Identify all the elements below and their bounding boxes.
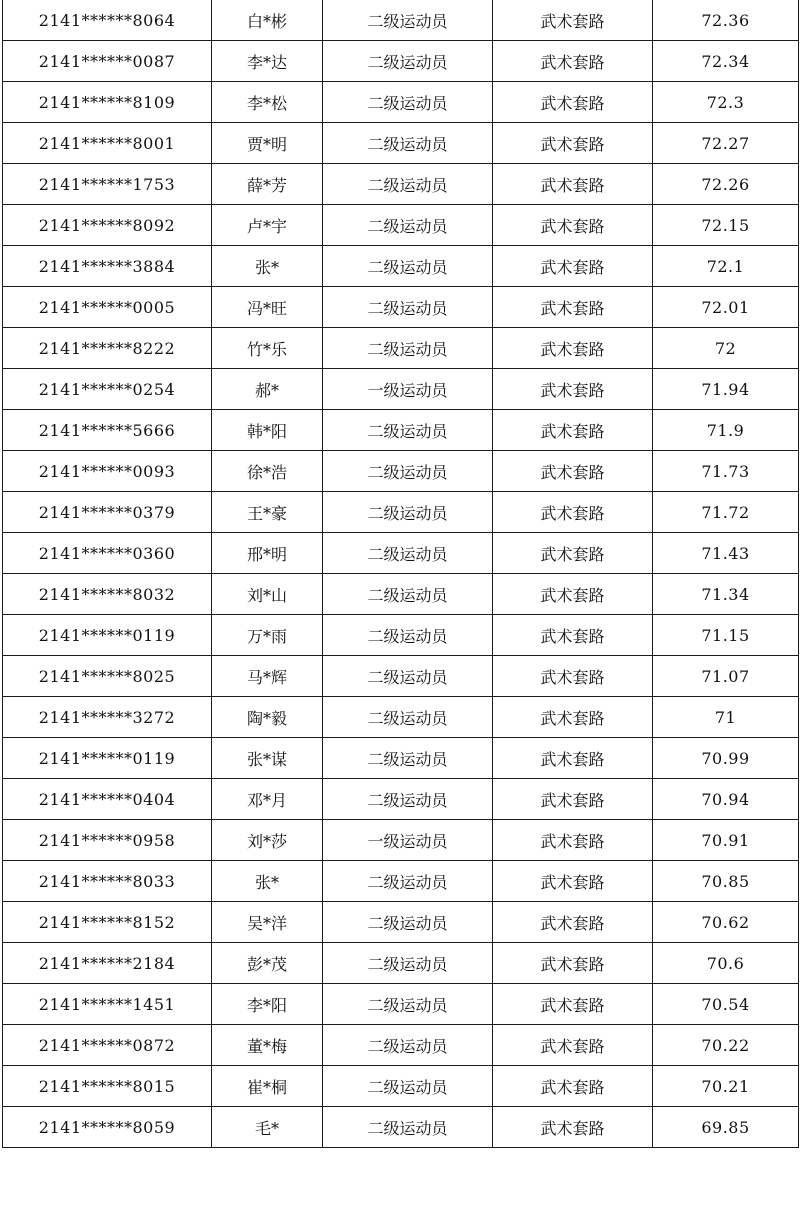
table-row — [3, 779, 799, 820]
athlete-level-cell: 二级运动员 — [323, 779, 493, 820]
table-row — [3, 82, 799, 123]
candidate-name-cell: 彭*茂 — [212, 943, 323, 984]
score-cell: 70.21 — [653, 1066, 799, 1107]
candidate-name-cell: 白*彬 — [212, 0, 323, 41]
score-cell: 72.36 — [653, 0, 799, 41]
candidate-id-cell: 2141******8109 — [3, 82, 212, 123]
table-row — [3, 205, 799, 246]
athlete-level-cell: 二级运动员 — [323, 533, 493, 574]
event-cell: 武术套路 — [493, 697, 653, 738]
score-cell: 70.85 — [653, 861, 799, 902]
table-row — [3, 123, 799, 164]
candidate-name-cell: 张*谋 — [212, 738, 323, 779]
score-cell: 70.54 — [653, 984, 799, 1025]
table-row — [3, 164, 799, 205]
candidate-id-cell: 2141******8033 — [3, 861, 212, 902]
athlete-level-cell: 二级运动员 — [323, 656, 493, 697]
score-cell: 72 — [653, 328, 799, 369]
candidate-id-cell: 2141******1451 — [3, 984, 212, 1025]
table-row — [3, 943, 799, 984]
score-cell: 71.15 — [653, 615, 799, 656]
table-row — [3, 697, 799, 738]
candidate-id-cell: 2141******0360 — [3, 533, 212, 574]
event-cell: 武术套路 — [493, 1107, 653, 1148]
table-row — [3, 1025, 799, 1066]
candidate-id-cell: 2141******8064 — [3, 0, 212, 41]
athlete-level-cell: 二级运动员 — [323, 1107, 493, 1148]
candidate-id-cell: 2141******8152 — [3, 902, 212, 943]
results-table-body — [3, 0, 799, 1148]
candidate-name-cell: 徐*浩 — [212, 451, 323, 492]
table-row — [3, 369, 799, 410]
candidate-name-cell: 刘*山 — [212, 574, 323, 615]
candidate-name-cell: 卢*宇 — [212, 205, 323, 246]
candidate-name-cell: 万*雨 — [212, 615, 323, 656]
score-cell: 71.07 — [653, 656, 799, 697]
candidate-name-cell: 邢*明 — [212, 533, 323, 574]
athlete-level-cell: 二级运动员 — [323, 1066, 493, 1107]
event-cell: 武术套路 — [493, 861, 653, 902]
candidate-id-cell: 2141******0958 — [3, 820, 212, 861]
table-row — [3, 574, 799, 615]
candidate-name-cell: 李*达 — [212, 41, 323, 82]
results-table — [2, 0, 799, 1148]
score-cell: 70.62 — [653, 902, 799, 943]
candidate-name-cell: 张* — [212, 861, 323, 902]
athlete-level-cell: 二级运动员 — [323, 451, 493, 492]
candidate-name-cell: 郝* — [212, 369, 323, 410]
athlete-level-cell: 二级运动员 — [323, 287, 493, 328]
table-row — [3, 533, 799, 574]
athlete-level-cell: 一级运动员 — [323, 820, 493, 861]
event-cell: 武术套路 — [493, 574, 653, 615]
candidate-id-cell: 2141******0404 — [3, 779, 212, 820]
candidate-name-cell: 马*辉 — [212, 656, 323, 697]
athlete-level-cell: 二级运动员 — [323, 1025, 493, 1066]
event-cell: 武术套路 — [493, 779, 653, 820]
candidate-name-cell: 邓*月 — [212, 779, 323, 820]
event-cell: 武术套路 — [493, 0, 653, 41]
table-row — [3, 1066, 799, 1107]
athlete-level-cell: 二级运动员 — [323, 0, 493, 41]
athlete-level-cell: 二级运动员 — [323, 410, 493, 451]
score-cell: 71.72 — [653, 492, 799, 533]
candidate-name-cell: 王*豪 — [212, 492, 323, 533]
athlete-level-cell: 二级运动员 — [323, 574, 493, 615]
table-row — [3, 738, 799, 779]
table-row — [3, 492, 799, 533]
athlete-level-cell: 二级运动员 — [323, 246, 493, 287]
event-cell: 武术套路 — [493, 82, 653, 123]
athlete-level-cell: 二级运动员 — [323, 492, 493, 533]
candidate-id-cell: 2141******0093 — [3, 451, 212, 492]
score-cell: 72.34 — [653, 41, 799, 82]
candidate-name-cell: 陶*毅 — [212, 697, 323, 738]
candidate-id-cell: 2141******8001 — [3, 123, 212, 164]
score-cell: 72.01 — [653, 287, 799, 328]
event-cell: 武术套路 — [493, 123, 653, 164]
event-cell: 武术套路 — [493, 1025, 653, 1066]
score-cell: 70.6 — [653, 943, 799, 984]
candidate-name-cell: 冯*旺 — [212, 287, 323, 328]
event-cell: 武术套路 — [493, 738, 653, 779]
score-cell: 72.15 — [653, 205, 799, 246]
table-row — [3, 246, 799, 287]
event-cell: 武术套路 — [493, 246, 653, 287]
candidate-id-cell: 2141******8222 — [3, 328, 212, 369]
event-cell: 武术套路 — [493, 615, 653, 656]
candidate-name-cell: 张* — [212, 246, 323, 287]
score-cell: 72.1 — [653, 246, 799, 287]
event-cell: 武术套路 — [493, 205, 653, 246]
event-cell: 武术套路 — [493, 492, 653, 533]
table-row — [3, 410, 799, 451]
athlete-level-cell: 二级运动员 — [323, 943, 493, 984]
table-row — [3, 451, 799, 492]
event-cell: 武术套路 — [493, 451, 653, 492]
candidate-id-cell: 2141******0379 — [3, 492, 212, 533]
event-cell: 武术套路 — [493, 533, 653, 574]
event-cell: 武术套路 — [493, 328, 653, 369]
candidate-id-cell: 2141******3884 — [3, 246, 212, 287]
table-row — [3, 0, 799, 41]
score-cell: 70.91 — [653, 820, 799, 861]
table-row — [3, 41, 799, 82]
event-cell: 武术套路 — [493, 287, 653, 328]
score-cell: 71 — [653, 697, 799, 738]
athlete-level-cell: 二级运动员 — [323, 82, 493, 123]
candidate-name-cell: 刘*莎 — [212, 820, 323, 861]
table-row — [3, 1107, 799, 1148]
score-cell: 71.43 — [653, 533, 799, 574]
candidate-id-cell: 2141******0087 — [3, 41, 212, 82]
score-cell: 71.73 — [653, 451, 799, 492]
table-row — [3, 287, 799, 328]
event-cell: 武术套路 — [493, 369, 653, 410]
athlete-level-cell: 二级运动员 — [323, 697, 493, 738]
athlete-level-cell: 二级运动员 — [323, 41, 493, 82]
score-cell: 71.34 — [653, 574, 799, 615]
athlete-level-cell: 二级运动员 — [323, 164, 493, 205]
score-cell: 70.22 — [653, 1025, 799, 1066]
event-cell: 武术套路 — [493, 1066, 653, 1107]
score-cell: 71.9 — [653, 410, 799, 451]
athlete-level-cell: 二级运动员 — [323, 984, 493, 1025]
event-cell: 武术套路 — [493, 943, 653, 984]
candidate-id-cell: 2141******0254 — [3, 369, 212, 410]
score-cell: 72.26 — [653, 164, 799, 205]
candidate-name-cell: 竹*乐 — [212, 328, 323, 369]
athlete-level-cell: 二级运动员 — [323, 738, 493, 779]
candidate-id-cell: 2141******2184 — [3, 943, 212, 984]
candidate-id-cell: 2141******0005 — [3, 287, 212, 328]
event-cell: 武术套路 — [493, 902, 653, 943]
candidate-id-cell: 2141******8032 — [3, 574, 212, 615]
candidate-id-cell: 2141******8092 — [3, 205, 212, 246]
candidate-name-cell: 贾*明 — [212, 123, 323, 164]
table-row — [3, 984, 799, 1025]
candidate-id-cell: 2141******1753 — [3, 164, 212, 205]
athlete-level-cell: 二级运动员 — [323, 205, 493, 246]
table-row — [3, 328, 799, 369]
candidate-name-cell: 李*松 — [212, 82, 323, 123]
table-row — [3, 861, 799, 902]
candidate-name-cell: 薛*芳 — [212, 164, 323, 205]
candidate-name-cell: 李*阳 — [212, 984, 323, 1025]
table-row — [3, 902, 799, 943]
athlete-level-cell: 二级运动员 — [323, 902, 493, 943]
table-row — [3, 615, 799, 656]
candidate-id-cell: 2141******5666 — [3, 410, 212, 451]
athlete-level-cell: 一级运动员 — [323, 369, 493, 410]
candidate-id-cell: 2141******8059 — [3, 1107, 212, 1148]
score-cell: 72.3 — [653, 82, 799, 123]
candidate-id-cell: 2141******0119 — [3, 615, 212, 656]
event-cell: 武术套路 — [493, 410, 653, 451]
score-cell: 70.94 — [653, 779, 799, 820]
score-cell: 70.99 — [653, 738, 799, 779]
event-cell: 武术套路 — [493, 656, 653, 697]
candidate-id-cell: 2141******8025 — [3, 656, 212, 697]
event-cell: 武术套路 — [493, 820, 653, 861]
event-cell: 武术套路 — [493, 984, 653, 1025]
candidate-name-cell: 吴*洋 — [212, 902, 323, 943]
event-cell: 武术套路 — [493, 164, 653, 205]
candidate-name-cell: 韩*阳 — [212, 410, 323, 451]
candidate-id-cell: 2141******0872 — [3, 1025, 212, 1066]
candidate-id-cell: 2141******0119 — [3, 738, 212, 779]
candidate-name-cell: 毛* — [212, 1107, 323, 1148]
score-cell: 69.85 — [653, 1107, 799, 1148]
score-cell: 71.94 — [653, 369, 799, 410]
candidate-name-cell: 董*梅 — [212, 1025, 323, 1066]
candidate-id-cell: 2141******8015 — [3, 1066, 212, 1107]
table-row — [3, 656, 799, 697]
athlete-level-cell: 二级运动员 — [323, 123, 493, 164]
event-cell: 武术套路 — [493, 41, 653, 82]
score-cell: 72.27 — [653, 123, 799, 164]
athlete-level-cell: 二级运动员 — [323, 328, 493, 369]
candidate-id-cell: 2141******3272 — [3, 697, 212, 738]
athlete-level-cell: 二级运动员 — [323, 615, 493, 656]
table-row — [3, 820, 799, 861]
athlete-level-cell: 二级运动员 — [323, 861, 493, 902]
candidate-name-cell: 崔*桐 — [212, 1066, 323, 1107]
